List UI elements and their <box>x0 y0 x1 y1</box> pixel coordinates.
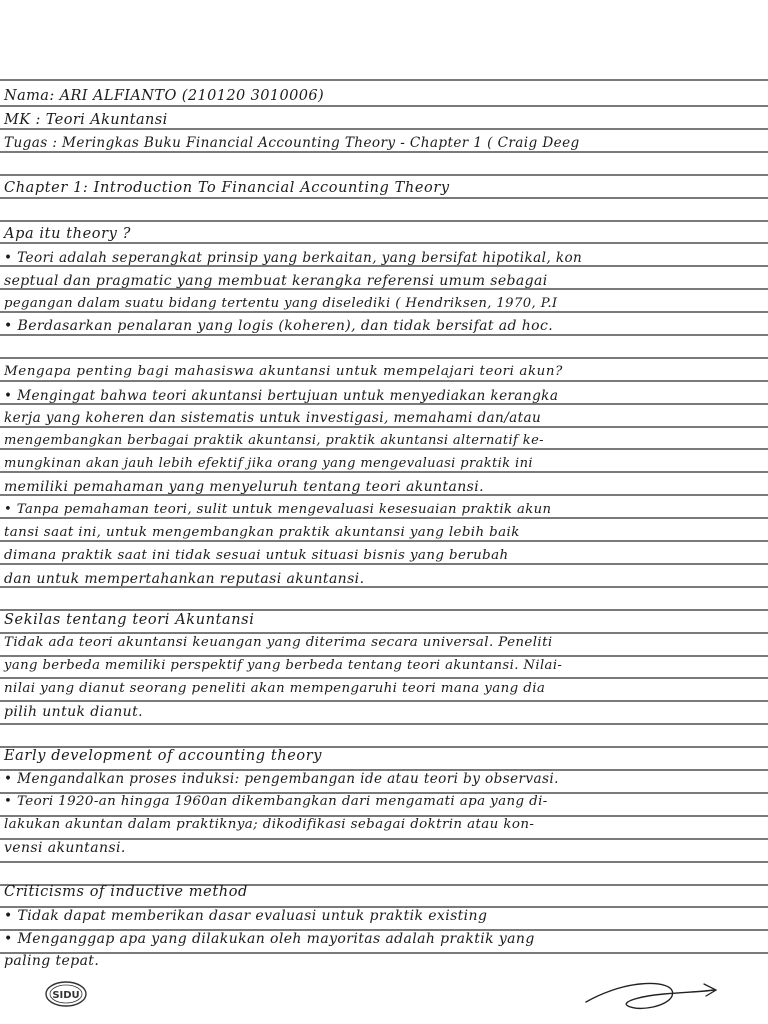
list-item: tansi saat ini, untuk mengembangkan praktik akuntansi yang lebih baik <box>4 525 520 540</box>
sidu-logo <box>44 980 88 1008</box>
paragraph-line: pilih untuk dianut. <box>4 704 143 720</box>
list-item: • Teori adalah seperangkat prinsip yang berkaitan, yang bersifat hipotikal, kon <box>4 250 583 266</box>
section-heading-apa-itu-theory: Apa itu theory ? <box>4 226 132 242</box>
student-name: Nama: ARI ALFIANTO (210120 3010006) <box>4 88 325 104</box>
chapter-title: Chapter 1: Introduction To Financial Accounting Theory <box>4 180 450 196</box>
paragraph-line: nilai yang dianut seorang peneliti akan mempengaruhi teori mana yang dia <box>4 681 546 696</box>
paragraph-line: yang berbeda memiliki perspektif yang berbeda tentang teori akuntansi. Nilai- <box>4 658 563 673</box>
list-item: • Berdasarkan penalaran yang logis (koheren), dan tidak bersifat ad hoc. <box>4 318 554 334</box>
section-heading-mengapa-penting: Mengapa penting bagi mahasiswa akuntansi untuk mempelajari teori akun? <box>4 364 563 379</box>
list-item: memiliki pemahaman yang menyeluruh tentang teori akuntansi. <box>4 479 484 495</box>
list-item: paling tepat. <box>4 953 100 969</box>
list-item: dimana praktik saat ini tidak sesuai untuk situasi bisnis yang berubah <box>4 548 509 563</box>
signature-scribble <box>580 972 730 1016</box>
assignment-line: Tugas : Meringkas Buku Financial Accounting Theory - Chapter 1 ( Craig Deeg <box>4 135 580 151</box>
list-item: kerja yang koheren dan sistematis untuk investigasi, memahami dan/atau <box>4 410 542 426</box>
list-item: mengembangkan berbagai praktik akuntansi, praktik akuntansi alternatif ke- <box>4 433 544 448</box>
section-heading-sekilas-teori: Sekilas tentang teori Akuntansi <box>4 612 255 628</box>
list-item: • Tidak dapat memberikan dasar evaluasi untuk praktik existing <box>4 908 488 924</box>
list-item: • Mengingat bahwa teori akuntansi bertujuan untuk menyediakan kerangka <box>4 388 559 404</box>
list-item: dan untuk mempertahankan reputasi akuntansi. <box>4 571 365 587</box>
list-item: • Teori 1920-an hingga 1960an dikembangkan dari mengamati apa yang di- <box>4 794 548 809</box>
svg-text:SIDU: SIDU <box>52 990 80 1001</box>
list-item: lakukan akuntan dalam praktiknya; dikodifikasi sebagai doktrin atau kon- <box>4 817 535 832</box>
paragraph-line: Tidak ada teori akuntansi keuangan yang diterima secara universal. Peneliti <box>4 635 553 650</box>
list-item: • Tanpa pemahaman teori, sulit untuk mengevaluasi kesesuaian praktik akun <box>4 502 552 517</box>
list-item: mungkinan akan jauh lebih efektif jika orang yang mengevaluasi praktik ini <box>4 456 533 471</box>
list-item: • Mengandalkan proses induksi: pengembangan ide atau teori by observasi. <box>4 771 559 787</box>
list-item: pegangan dalam suatu bidang tertentu yang diselediki ( Hendriksen, 1970, P.I <box>4 296 558 311</box>
list-item: • Menganggap apa yang dilakukan oleh mayoritas adalah praktik yang <box>4 931 535 947</box>
list-item: vensi akuntansi. <box>4 840 126 856</box>
section-heading-early-development: Early development of accounting theory <box>4 748 323 764</box>
list-item: septual dan pragmatic yang membuat kerangka referensi umum sebagai <box>4 273 548 289</box>
section-heading-criticisms: Criticisms of inductive method <box>4 884 248 900</box>
course-name: MK : Teori Akuntansi <box>4 112 168 128</box>
